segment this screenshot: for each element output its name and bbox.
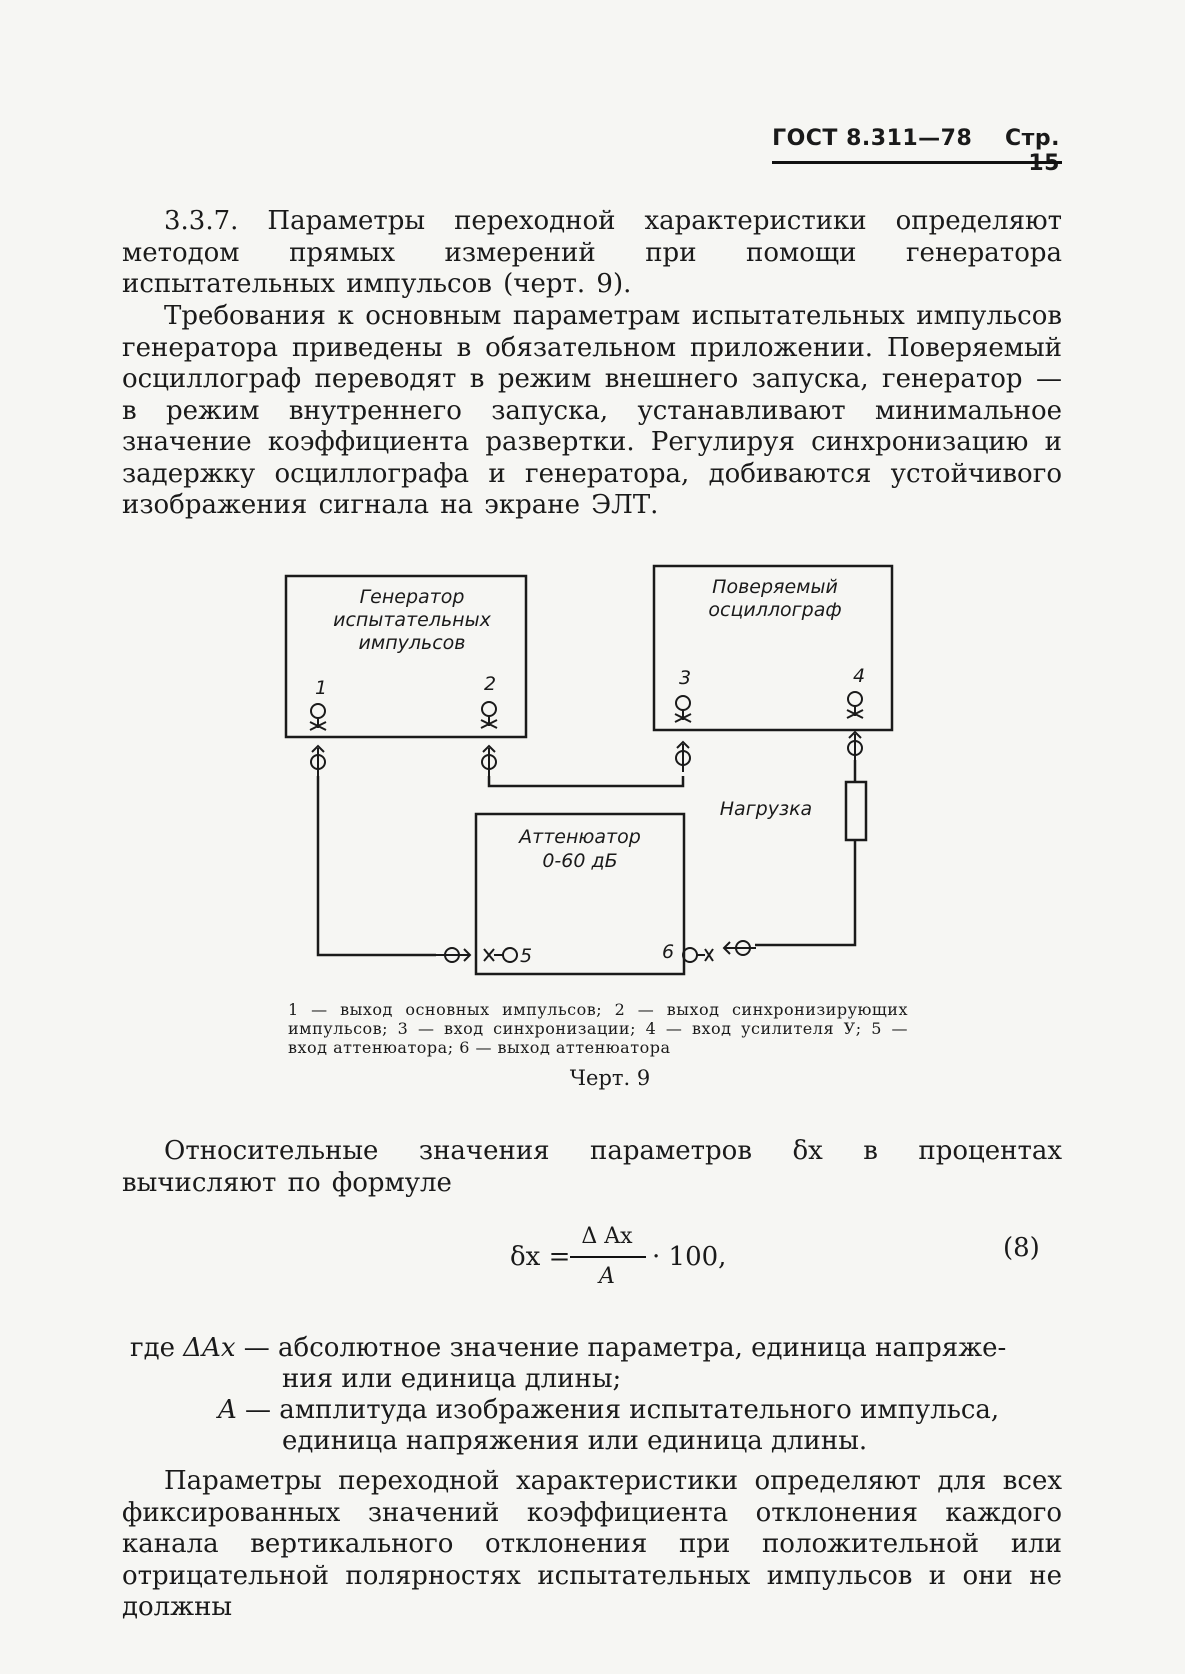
formula-denominator: A bbox=[599, 1264, 615, 1289]
terminal-2-label: 2 bbox=[484, 673, 497, 695]
where-term-2-text: — амплитуда изображения испытательного импульса, bbox=[245, 1395, 1000, 1425]
where-line-4: единица напряжения или единица длины. bbox=[282, 1426, 868, 1456]
where-line-1 bbox=[130, 1333, 1006, 1364]
standard-number: ГОСТ 8.311—78 bbox=[772, 126, 973, 151]
paragraph-3-3-7: 3.3.7. Параметры переходной характеристики определяют методом прямых измерений при помощи генератора испытательных импульсов (черт. 9). bbox=[122, 206, 1062, 299]
terminal-1-icon bbox=[310, 704, 326, 730]
figure-caption: 1 — выход основных импульсов; 2 — выход синхронизирующих импульсов; 3 — вход синхронизации; 4 — вход усилителя У; 5 — вход аттенюатора; 6 — выход аттенюатора bbox=[288, 1000, 908, 1057]
formula-rhs: · 100, bbox=[652, 1242, 727, 1272]
figure-label: Черт. 9 bbox=[569, 1066, 651, 1090]
where-term-1-symbol: ΔAx bbox=[183, 1333, 236, 1363]
terminal-6-label: 6 bbox=[662, 941, 675, 963]
equation-number: (8) bbox=[1003, 1233, 1040, 1263]
terminal-3-icon bbox=[675, 696, 691, 722]
formula-numerator: Δ Ax bbox=[581, 1224, 633, 1249]
paragraph-requirements: Требования к основным параметрам испытательных импульсов генератора приведены в обязательном приложении. Поверяемый осциллограф переводят в режим внешнего запуска, генератор — в режим внутреннего запуска, устанавливают минимальное значение коэффициента развертки. Регулируя синхронизацию и задержку осциллографа и генератора, добиваются устойчивого изображения сигнала на экране ЭЛТ. bbox=[122, 301, 1062, 520]
terminal-6-icon bbox=[683, 948, 713, 962]
formula-8 bbox=[510, 1224, 730, 1294]
terminal-4-icon bbox=[847, 692, 863, 718]
plug-5-icon bbox=[436, 948, 470, 962]
page-number: Стр. bbox=[1004, 126, 1060, 151]
terminal-5-label: 5 bbox=[520, 945, 533, 967]
load-resistor bbox=[846, 782, 866, 840]
wire-2-to-3 bbox=[489, 776, 683, 786]
attenuator-label-line1: Аттенюатор bbox=[519, 826, 641, 848]
where-line-2: ния или единица длины; bbox=[282, 1364, 622, 1394]
wire-1-to-5 bbox=[318, 776, 436, 955]
attenuator-label-line2: 0-60 дБ bbox=[542, 850, 618, 872]
plug-4-icon bbox=[848, 732, 862, 762]
load-label: Нагрузка bbox=[719, 798, 813, 820]
fraction-bar bbox=[570, 1256, 646, 1258]
generator-label-line2: испытательных bbox=[333, 609, 491, 631]
where-intro: где bbox=[130, 1333, 176, 1363]
plug-1-icon bbox=[311, 746, 325, 776]
oscilloscope-label-line2: осциллограф bbox=[708, 599, 842, 621]
wire-load-to-6 bbox=[755, 840, 855, 945]
where-term-1-text: — абсолютное значение параметра, единица напряже- bbox=[243, 1333, 1007, 1363]
terminal-3-label: 3 bbox=[679, 667, 692, 689]
paragraph-relative-values: Относительные значения параметров δx в процентах вычисляют по формуле bbox=[122, 1136, 1062, 1198]
generator-label-line1: Генератор bbox=[359, 586, 465, 608]
where-line-3 bbox=[218, 1395, 999, 1426]
terminal-1-label: 1 bbox=[315, 677, 328, 699]
plug-6-icon bbox=[724, 941, 756, 955]
terminal-4-label: 4 bbox=[853, 665, 866, 687]
paragraph-transient-parameters: Параметры переходной характеристики определяют для всех фиксированных значений коэффициента отклонения каждого канала вертикального отклонения при положительной или отрицательной полярностях испытательных импульсов и они не должны bbox=[122, 1466, 1062, 1622]
plug-3-icon bbox=[676, 742, 690, 772]
where-term-2-symbol: A bbox=[218, 1395, 237, 1425]
oscilloscope-label-line1: Поверяемый bbox=[712, 576, 838, 598]
terminal-2-icon bbox=[481, 702, 497, 728]
generator-label-line3: импульсов bbox=[358, 632, 466, 654]
formula-lhs: δx = bbox=[510, 1242, 571, 1272]
plug-2-icon bbox=[482, 746, 496, 776]
terminal-5-icon bbox=[484, 948, 517, 962]
